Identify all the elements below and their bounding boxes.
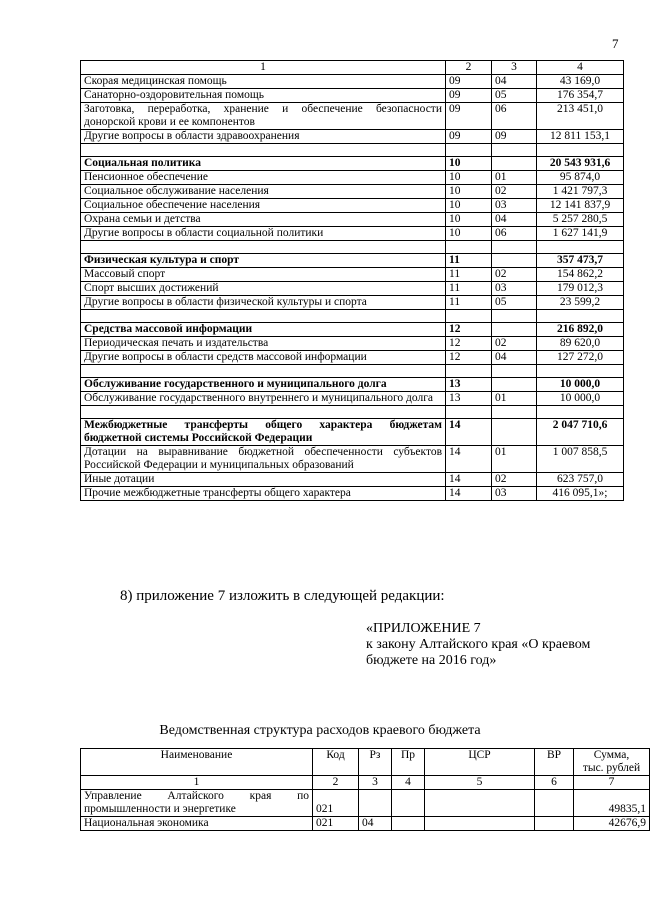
spacer-cell <box>537 406 624 419</box>
row-sum: 357 473,7 <box>537 254 624 268</box>
spacer-cell <box>446 241 492 254</box>
spacer-cell <box>537 144 624 157</box>
header-col-2: 2 <box>446 61 492 75</box>
row-name: Управление Алтайского края по промышленности и энергетике <box>81 790 313 817</box>
row-rz: 12 <box>446 351 492 365</box>
spacer-row <box>81 406 624 419</box>
table-row <box>81 213 624 227</box>
table-header-row <box>81 749 650 776</box>
spacer-row <box>81 241 624 254</box>
row-pr: 05 <box>492 89 537 103</box>
row-sum: 154 862,2 <box>537 268 624 282</box>
row-sum: 43 169,0 <box>537 75 624 89</box>
row-name: Дотации на выравнивание бюджетной обеспеченности субъектов Российской Федерации и муниципальных образований <box>81 446 446 473</box>
row-rz: 09 <box>446 75 492 89</box>
row-code: 021 <box>313 790 359 817</box>
table-row <box>81 268 624 282</box>
appendix-line-3: бюджете на 2016 год» <box>366 653 497 668</box>
table-row <box>81 89 624 103</box>
table-row <box>81 185 624 199</box>
row-name: Обслуживание государственного внутреннего и муниципального долга <box>81 392 446 406</box>
header-col-4: 4 <box>537 61 624 75</box>
header-vr: ВР <box>535 749 574 776</box>
row-pr: 04 <box>492 75 537 89</box>
header-col-3: 3 <box>492 61 537 75</box>
table-row <box>81 171 624 185</box>
row-sum: 5 257 280,5 <box>537 213 624 227</box>
row-pr <box>392 790 425 817</box>
row-name: Скорая медицинская помощь <box>81 75 446 89</box>
section-row <box>81 323 624 337</box>
row-name: Периодическая печать и издательства <box>81 337 446 351</box>
row-rz: 14 <box>446 419 492 446</box>
row-sum: 127 272,0 <box>537 351 624 365</box>
row-rz: 04 <box>359 817 392 831</box>
row-sum: 176 354,7 <box>537 89 624 103</box>
spacer-cell <box>446 310 492 323</box>
row-pr <box>492 378 537 392</box>
row-name: Санаторно-оздоровительная помощь <box>81 89 446 103</box>
row-sum: 1 627 141,9 <box>537 227 624 241</box>
spacer-cell <box>492 144 537 157</box>
table-row <box>81 296 624 310</box>
row-pr: 09 <box>492 130 537 144</box>
table-row <box>81 130 624 144</box>
page-number: 7 <box>612 36 619 51</box>
row-sum: 2 047 710,6 <box>537 419 624 446</box>
row-pr: 03 <box>492 199 537 213</box>
table-row <box>81 392 624 406</box>
row-name: Социальное обеспечение населения <box>81 199 446 213</box>
row-rz: 11 <box>446 268 492 282</box>
section-row <box>81 157 624 171</box>
col-number: 1 <box>81 776 313 790</box>
row-name: Охрана семьи и детства <box>81 213 446 227</box>
row-name: Массовый спорт <box>81 268 446 282</box>
row-code: 021 <box>313 817 359 831</box>
table-row <box>81 790 650 817</box>
spacer-cell <box>537 241 624 254</box>
row-pr: 06 <box>492 103 537 130</box>
row-vr <box>535 790 574 817</box>
row-rz: 10 <box>446 157 492 171</box>
row-rz: 13 <box>446 378 492 392</box>
row-rz: 13 <box>446 392 492 406</box>
row-sum: 89 620,0 <box>537 337 624 351</box>
row-csr <box>425 790 535 817</box>
spacer-cell <box>537 310 624 323</box>
section-row <box>81 378 624 392</box>
header-name: Наименование <box>81 749 313 776</box>
spacer-cell <box>492 310 537 323</box>
amendment-text: 8) приложение 7 изложить в следующей редакции: <box>120 588 445 604</box>
row-name: Национальная экономика <box>81 817 313 831</box>
budget-sections-table <box>80 60 624 501</box>
table-row <box>81 351 624 365</box>
header-pr: Пр <box>392 749 425 776</box>
row-sum: 95 874,0 <box>537 171 624 185</box>
header-sum-line-1: Сумма, <box>593 749 630 761</box>
row-pr <box>492 157 537 171</box>
header-code: Код <box>313 749 359 776</box>
row-name: Другие вопросы в области физической культуры и спорта <box>81 296 446 310</box>
row-rz: 11 <box>446 254 492 268</box>
row-pr: 04 <box>492 351 537 365</box>
row-rz: 10 <box>446 171 492 185</box>
row-name: Прочие межбюджетные трансферты общего характера <box>81 487 446 501</box>
row-sum: 213 451,0 <box>537 103 624 130</box>
row-rz: 09 <box>446 130 492 144</box>
row-name: Межбюджетные трансферты общего характера бюджетам бюджетной системы Российской Федерации <box>81 419 446 446</box>
row-name: Социальное обслуживание населения <box>81 185 446 199</box>
row-name: Другие вопросы в области средств массовой информации <box>81 351 446 365</box>
header-col-1: 1 <box>81 61 446 75</box>
row-pr: 04 <box>492 213 537 227</box>
row-name: Физическая культура и спорт <box>81 254 446 268</box>
spacer-cell <box>492 241 537 254</box>
row-sum: 623 757,0 <box>537 473 624 487</box>
table-row <box>81 817 650 831</box>
table-row <box>81 487 624 501</box>
table-row <box>81 446 624 473</box>
col-number: 3 <box>359 776 392 790</box>
row-vr <box>535 817 574 831</box>
spacer-row <box>81 365 624 378</box>
row-pr <box>492 254 537 268</box>
row-name: Иные дотации <box>81 473 446 487</box>
col-number: 4 <box>392 776 425 790</box>
row-rz: 10 <box>446 185 492 199</box>
row-rz: 09 <box>446 103 492 130</box>
row-pr: 02 <box>492 268 537 282</box>
section-row <box>81 254 624 268</box>
header-rz: Рз <box>359 749 392 776</box>
spacer-cell <box>446 365 492 378</box>
row-pr: 01 <box>492 446 537 473</box>
row-rz: 10 <box>446 227 492 241</box>
row-rz: 14 <box>446 487 492 501</box>
row-rz: 11 <box>446 296 492 310</box>
row-pr: 05 <box>492 296 537 310</box>
row-pr <box>492 419 537 446</box>
col-number: 7 <box>574 776 650 790</box>
row-pr: 03 <box>492 282 537 296</box>
col-number: 5 <box>425 776 535 790</box>
table-row <box>81 473 624 487</box>
spacer-cell <box>81 310 446 323</box>
row-sum: 10 000,0 <box>537 392 624 406</box>
row-name: Заготовка, переработка, хранение и обеспечение безопасности донорской крови и ее компонентов <box>81 103 446 130</box>
row-sum: 42676,9 <box>574 817 650 831</box>
row-pr: 03 <box>492 487 537 501</box>
row-sum: 12 811 153,1 <box>537 130 624 144</box>
table-row <box>81 227 624 241</box>
row-csr <box>425 817 535 831</box>
spacer-cell <box>446 144 492 157</box>
row-sum: 12 141 837,9 <box>537 199 624 213</box>
row-sum: 49835,1 <box>574 790 650 817</box>
row-name: Спорт высших достижений <box>81 282 446 296</box>
appendix-heading <box>366 621 590 669</box>
spacer-cell <box>81 144 446 157</box>
row-pr: 01 <box>492 171 537 185</box>
spacer-cell <box>492 406 537 419</box>
spacer-cell <box>446 406 492 419</box>
col-number: 2 <box>313 776 359 790</box>
row-sum: 20 543 931,6 <box>537 157 624 171</box>
row-sum: 1 007 858,5 <box>537 446 624 473</box>
row-sum: 179 012,3 <box>537 282 624 296</box>
spacer-cell <box>537 365 624 378</box>
column-numbers-row <box>81 776 650 790</box>
row-sum: 1 421 797,3 <box>537 185 624 199</box>
department-structure-table <box>80 748 650 831</box>
row-rz: 10 <box>446 213 492 227</box>
table-row <box>81 199 624 213</box>
appendix-line-1: «ПРИЛОЖЕНИЕ 7 <box>366 621 481 636</box>
row-pr: 02 <box>492 185 537 199</box>
row-pr: 06 <box>492 227 537 241</box>
row-pr <box>492 323 537 337</box>
row-pr: 02 <box>492 337 537 351</box>
row-name: Пенсионное обеспечение <box>81 171 446 185</box>
section-row <box>81 419 624 446</box>
row-pr <box>392 817 425 831</box>
row-name: Другие вопросы в области здравоохранения <box>81 130 446 144</box>
table-row <box>81 337 624 351</box>
spacer-cell <box>81 241 446 254</box>
header-sum <box>574 749 650 776</box>
spacer-row <box>81 310 624 323</box>
row-name: Средства массовой информации <box>81 323 446 337</box>
table-row <box>81 282 624 296</box>
header-sum-line-2: тыс. рублей <box>582 762 641 774</box>
spacer-row <box>81 144 624 157</box>
table-row <box>81 75 624 89</box>
header-csr: ЦСР <box>425 749 535 776</box>
row-name: Социальная политика <box>81 157 446 171</box>
row-sum: 10 000,0 <box>537 378 624 392</box>
table-title: Ведомственная структура расходов краевого бюджета <box>159 723 481 738</box>
row-rz: 12 <box>446 323 492 337</box>
appendix-line-2: к закону Алтайского края «О краевом <box>366 637 591 652</box>
spacer-cell <box>492 365 537 378</box>
row-rz: 14 <box>446 473 492 487</box>
table-row <box>81 103 624 130</box>
row-name: Обслуживание государственного и муниципального долга <box>81 378 446 392</box>
row-sum: 416 095,1»; <box>537 487 624 501</box>
row-name: Другие вопросы в области социальной политики <box>81 227 446 241</box>
row-rz: 12 <box>446 337 492 351</box>
row-pr: 01 <box>492 392 537 406</box>
row-rz <box>359 790 392 817</box>
row-rz: 11 <box>446 282 492 296</box>
row-rz: 09 <box>446 89 492 103</box>
table-header-row <box>81 61 624 75</box>
row-pr: 02 <box>492 473 537 487</box>
spacer-cell <box>81 365 446 378</box>
spacer-cell <box>81 406 446 419</box>
col-number: 6 <box>535 776 574 790</box>
row-sum: 23 599,2 <box>537 296 624 310</box>
row-rz: 14 <box>446 446 492 473</box>
row-sum: 216 892,0 <box>537 323 624 337</box>
row-rz: 10 <box>446 199 492 213</box>
